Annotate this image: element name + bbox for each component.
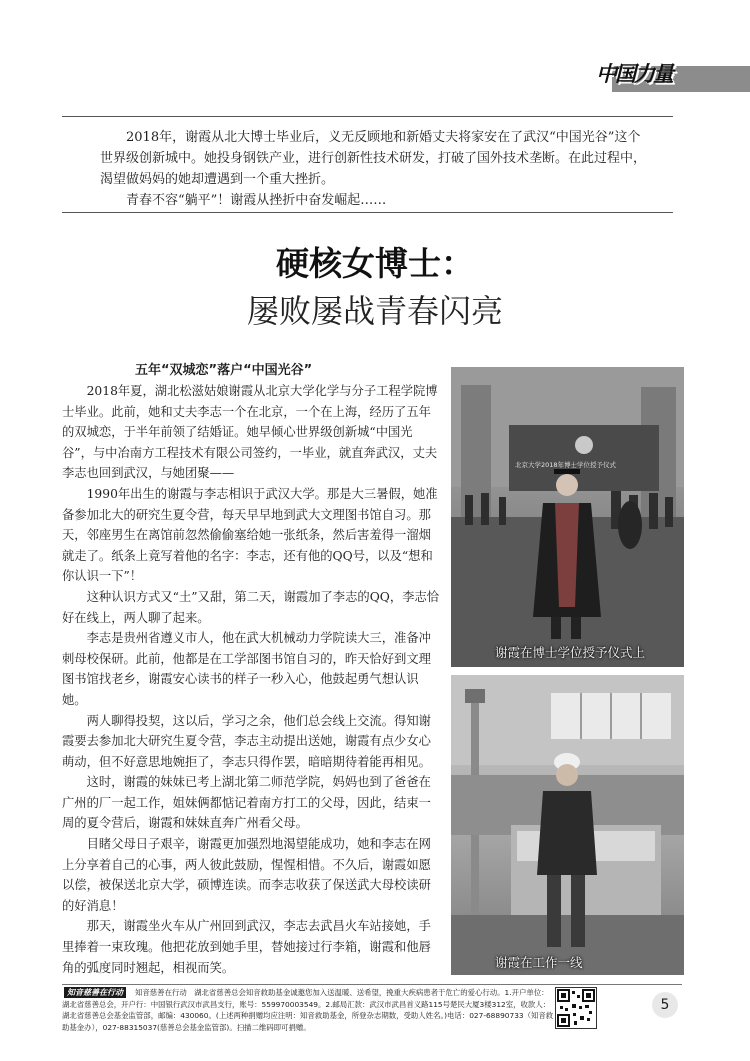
intro-paragraph: 青春不容“躺平”！谢霞从挫折中奋发崛起…… — [126, 193, 387, 208]
intro-paragraph: 2018年，谢霞从北大博士毕业后，义无反顾地和新婚丈夫将家安在了武汉“中国光谷”这个世界级创新城中。她投身钢铁产业，进行创新性技术研发，打破了国外技术垄断。在此过程中，渴望做妈妈的她却遭遇到一个重大挫折。 — [100, 130, 647, 187]
article-body — [62, 381, 442, 978]
page-number: 5 — [652, 992, 678, 1018]
article-paragraph: 李志是贵州省遵义市人，他在武大机械动力学院读大三，准备冲刺母校保研。此前，他都是在工学部图书馆自习的，昨天恰好到文理图书馆找老乡，谢霞安心读书的样子一秒入心，他鼓起勇气想认识她。 — [62, 631, 431, 707]
brand-logo: 中国力量 — [596, 62, 672, 86]
worksite-photo — [451, 675, 684, 975]
intro-bottom-rule — [62, 212, 673, 213]
article-paragraph: 1990年出生的谢霞与李志相识于武汉大学。那是大三暑假，她准备参加北大的研究生夏令营，每天早早地到武大文理图书馆自习。那天，邻座男生在离馆前忽然偷偷塞给她一张纸条，然后害羞得一溜烟就走了。纸条上竟写着他的名字：李志，还有他的QQ号，以及“想和你认识一下”！ — [62, 486, 438, 584]
worksite-scene-illustration — [451, 675, 684, 975]
graduation-scene-illustration — [451, 367, 684, 667]
article-paragraph: 那天，谢霞坐火车从广州回到武汉，李志去武昌火车站接她，手里捧着一束玫瑰。他把花放到她手里，替她接过行李箱，谢霞和他唇角的弧度同时翘起，相视而笑。 — [62, 919, 431, 975]
footer-tag: 知音慈善在行动 — [64, 987, 126, 998]
article-paragraph: 这时，谢霞的妹妹已考上湖北第二师范学院，妈妈也到了爸爸在广州的厂一起工作，姐妹俩都惦记着南方打工的父母，因此，结束一周的夏令营后，谢霞和妹妹直奔广州看父母。 — [62, 775, 431, 831]
article-title: 硬核女博士： — [276, 244, 474, 283]
donation-qr-code[interactable] — [555, 987, 597, 1029]
article-paragraph: 2018年夏，湖北松滋姑娘谢霞从北京大学化学与分子工程学院博士毕业。此前，她和丈夫李志一个在北京，一个在上海，经历了五年的双城恋，于半年前领了结婚证。她早倾心世界级创新城“中国光谷”，与中冶南方工程技术有限公司签约，一毕业，就直奔武汉，丈夫李志也回到武汉，与她团聚—— — [62, 384, 438, 481]
footer-rule — [62, 984, 682, 985]
article-paragraph: 目睹父母日子艰辛，谢霞更加强烈地渴望能成功，她和李志在网上分享着自己的心事，两人彼此鼓励，惺惺相惜。不久后，谢霞如愿以偿，被保送北京大学，硕博连读。而李志收获了保送武大母校读研的好消息！ — [62, 837, 431, 913]
article-paragraph: 这种认识方式又“土”又甜，第二天，谢霞加了李志的QQ，李志恰好在线上，两人聊了起来。 — [62, 589, 440, 625]
qr-code-icon — [556, 988, 596, 1028]
section-heading: 五年“双城恋”落户“中国光谷” — [135, 363, 313, 378]
footer-charity-text: 知音慈善在行动 湖北省慈善总会知音救助基金诚邀您加入送温暖、送希望，挽重大疾病患者于危亡的爱心行动。1.开户单位：湖北省慈善总会，开户行：中国银行武汉市武昌支行，账号：559970003549。2.邮局汇款：武汉市武昌首义路115号楚民大厦3楼312室，收款人：湖北省慈善总会基金监管部，邮编：430060。(上述两种捐赠均应注明：知音救助基金，所登杂志期数，受助人姓名。)电话：027-68890733（知音救助基金办），027-88315037(慈善总会基金监管部)。扫描二维码即可捐赠。 — [62, 988, 554, 1032]
ceremony-banner-text: 北京大学2018年博士学位授予仪式 — [515, 461, 617, 469]
intro-box — [100, 127, 650, 211]
article-subtitle: 屡败屡战青春闪亮 — [246, 292, 503, 330]
photo-caption: 谢霞在博士学位授予仪式上 — [495, 645, 646, 660]
photo-caption: 谢霞在工作一线 — [495, 955, 583, 970]
graduation-photo — [451, 367, 684, 667]
article-paragraph: 两人聊得投契，这以后，学习之余，他们总会线上交流。得知谢霞要去参加北大研究生夏令营，李志主动提出送她，谢霞有点少女心萌动，但不好意思地婉拒了，李志只得作罢，暗暗期待着能再相见。 — [62, 713, 431, 769]
intro-top-rule — [62, 116, 673, 117]
